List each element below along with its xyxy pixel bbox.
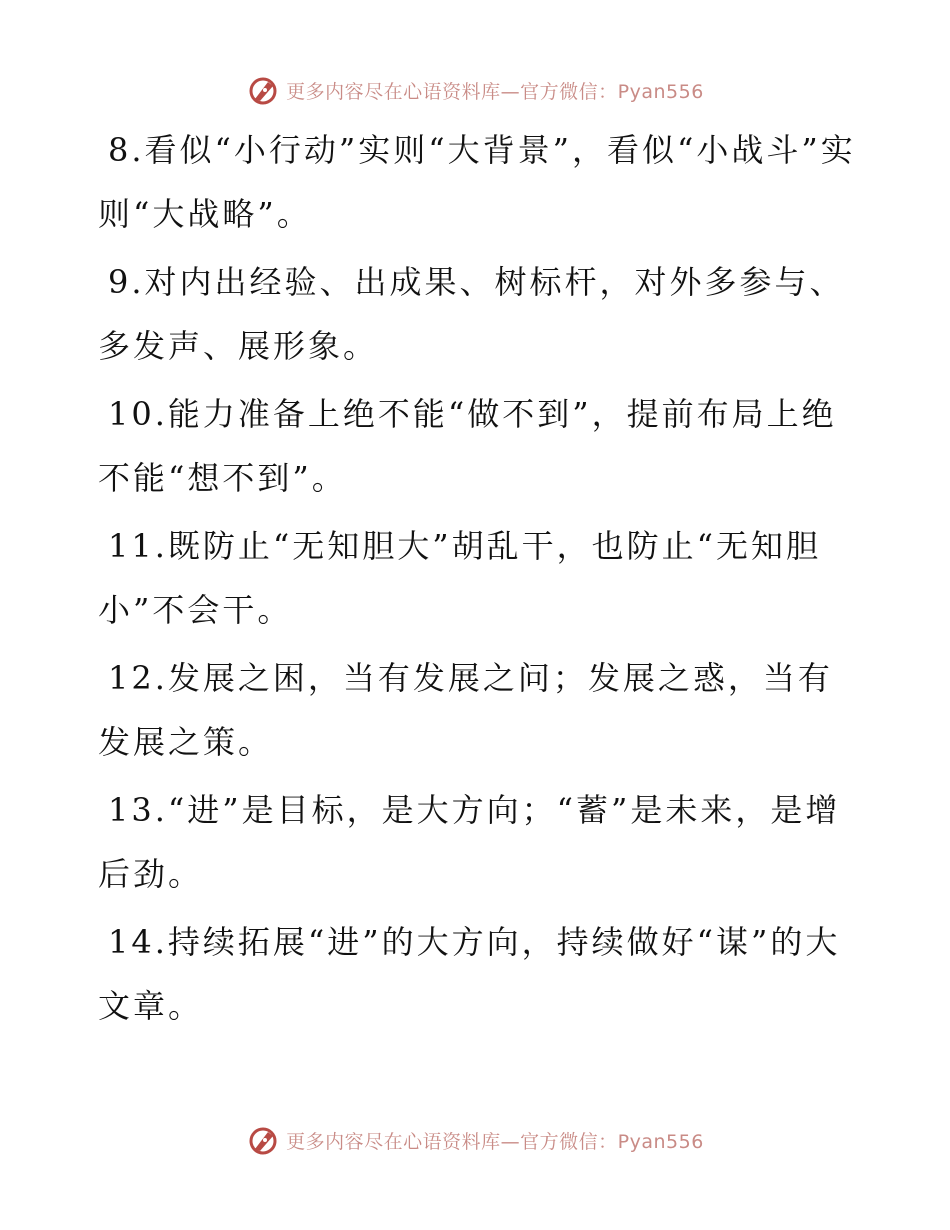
list-item: 13.“进”是目标，是大方向；“蓄”是未来，是增后劲。 <box>98 791 841 893</box>
header-watermark <box>0 70 950 110</box>
watermark-text: 更多内容尽在心语资料库—官方微信：Pyan556 <box>286 1130 704 1153</box>
list-item: 11.既防止“无知胆大”胡乱干，也防止“无知胆小”不会干。 <box>98 527 821 629</box>
list-item: 12.发展之困，当有发展之问；发展之惑，当有发展之策。 <box>98 659 833 761</box>
pen-nib-circle-icon <box>246 73 280 107</box>
document-body <box>98 118 858 1042</box>
footer-watermark <box>0 1120 950 1160</box>
list-item: 10.能力准备上绝不能“做不到”，提前布局上绝不能“想不到”。 <box>98 395 837 497</box>
watermark-text: 更多内容尽在心语资料库—官方微信：Pyan556 <box>286 80 704 103</box>
list-item: 9.对内出经验、出成果、树标杆，对外多参与、多发声、展形象。 <box>98 263 845 365</box>
pen-nib-circle-icon <box>246 1123 280 1157</box>
list-item: 8.看似“小行动”实则“大背景”，看似“小战斗”实则“大战略”。 <box>98 131 856 233</box>
list-item: 14.持续拓展“进”的大方向，持续做好“谋”的大文章。 <box>98 923 841 1025</box>
